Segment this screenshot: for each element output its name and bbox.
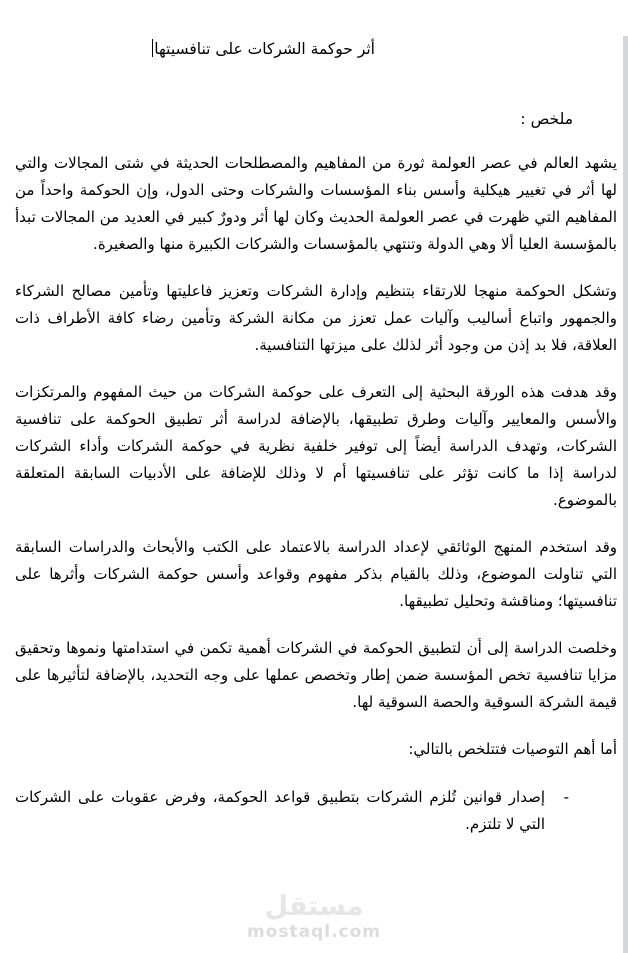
document-title-text[interactable]: أثر حوكمة الشركات على تنافسيتها bbox=[154, 40, 375, 58]
paragraph-recommendations-lead[interactable]: أما أهم التوصيات فتتلخص بالتالي: bbox=[408, 740, 617, 758]
watermark-domain-text: mostaql.com bbox=[246, 922, 382, 942]
watermark bbox=[0, 892, 628, 942]
document-title[interactable] bbox=[0, 36, 628, 63]
document-page[interactable] bbox=[0, 36, 628, 953]
paragraph-objectives[interactable]: وقد هدفت هذه الورقة البحثية إلى التعرف على حوكمة الشركات من حيث المفهوم والمرتكزات والأسس والمعايير وآليات وطرق تطبيقها، بالإضافة لدراسة أثر تطبيق الحوكمة على تنافسية الشركات، وتهدف الدراسة أيضاً إلى توفير خلفية نظرية في حوكمة الشركات وأداء الشركات لدراسة إذا ما كانت تؤثر على تنافسيتها أم لا وذلك للإضافة على الأدبيات السابقة المتعلقة بالموضوع. bbox=[15, 383, 617, 509]
watermark-logo-text: مستقل bbox=[264, 891, 364, 922]
recommendation-item[interactable] bbox=[15, 784, 617, 838]
paragraph-conclusions[interactable]: وخلصت الدراسة إلى أن لتطبيق الحوكمة في الشركات أهمية تكمن في استدامتها ونموها وتحقيق مزايا تنافسية تخص المؤسسة ضمن إطار وتخصص عملها على وجه التحديد، بالإضافة لتأثيرها على قيمة الشركة السوقية والحصة السوقية لها. bbox=[15, 639, 617, 711]
recommendation-text[interactable]: إصدار قوانين تُلزم الشركات بتطبيق قواعد الحوكمة، وفرض عقوبات على الشركات التي لا تلتزم. bbox=[15, 788, 545, 833]
paragraph-methodology[interactable]: وقد استخدم المنهج الوثائقي لإعداد الدراسة بالاعتماد على الكتب والأبحاث والدراسات السابقة التي تناولت الموضوع، وذلك بالقيام بذكر مفهوم وقواعد وأسس حوكمة الشركات وأثرها على تنافسيتها؛ ومناقشة وتحليل تطبيقها. bbox=[15, 538, 617, 610]
page-edge-strip bbox=[623, 36, 628, 953]
paragraph-intro[interactable]: يشهد العالم في عصر العولمة ثورة من المفاهيم والمصطلحات الحديثة في شتى المجالات والتي لها أثر في تغيير هيكلية وأسس بناء المؤسسات والشركات وحتى الدول، وإن الحوكمة واحداً من المفاهيم التي ظهرت في عصر العولمة الحديث وكان لها أثر ودورٌ كبير في العديد من المجالات تبدأ بالمؤسسة العليا ألا وهي الدولة وتنتهي بالمؤسسات والشركات الكبيرة منها والصغيرة. bbox=[15, 154, 617, 253]
list-bullet-dash: - bbox=[563, 788, 569, 806]
summary-heading[interactable]: ملخص : bbox=[520, 110, 573, 128]
document-body[interactable] bbox=[0, 150, 628, 838]
paragraph-governance-role[interactable]: وتشكل الحوكمة منهجا للارتقاء بتنظيم وإدارة الشركات وتعزيز فاعليتها وتأمين مصالح الشركاء والجمهور واتباع أساليب وآليات عمل تعزز من مكانة الشركة وتأمين رضاء كافة الأطراف ذات العلاقة، فلا بد إذن من وجود أثر لذلك على ميزتها التنافسية. bbox=[15, 282, 617, 354]
